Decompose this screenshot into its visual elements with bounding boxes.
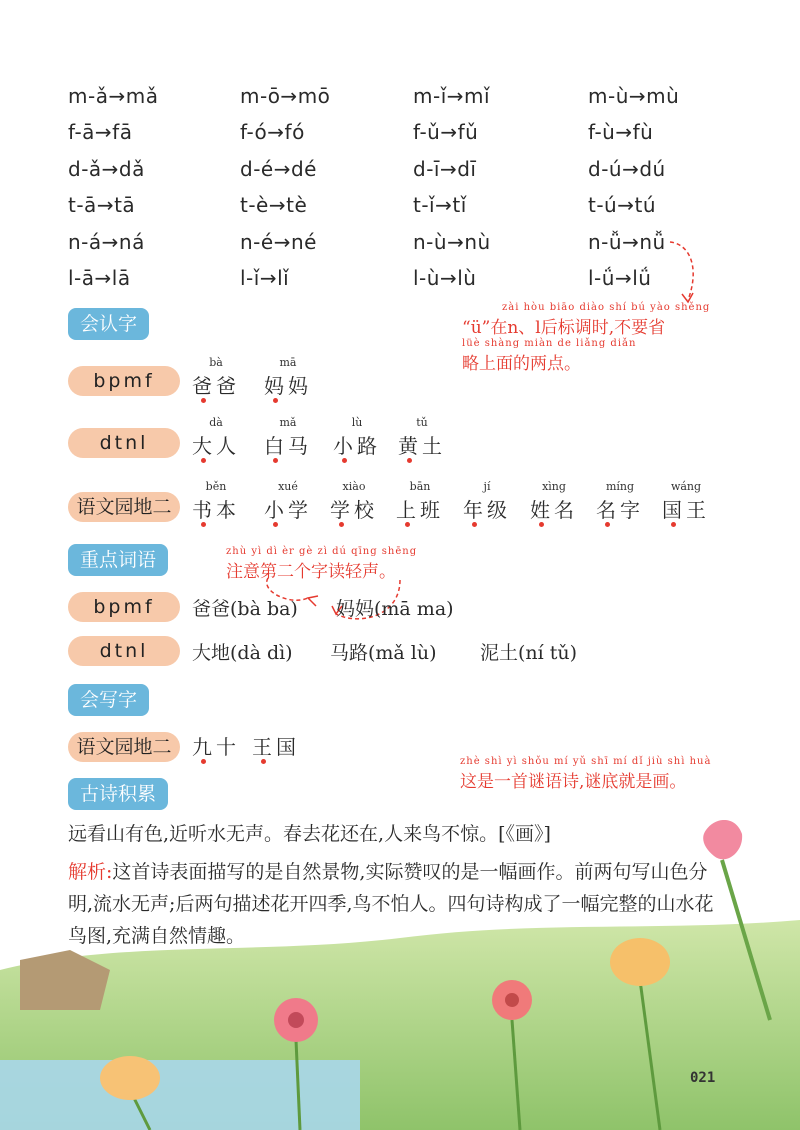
spelling-cell: m-ù→mù xyxy=(588,84,680,108)
section-header-poem: 古诗积累 xyxy=(68,778,168,810)
word-hanzi: 上班 xyxy=(396,498,444,522)
pill-garden-write: 语文园地二 xyxy=(68,732,180,762)
recognize-word xyxy=(333,416,381,459)
emphasis-dot xyxy=(273,522,278,527)
note-umlaut-pinyin-1: zài hòu biāo diào shí bú yào shěng xyxy=(502,302,711,313)
word-pinyin: dà xyxy=(209,416,223,429)
recognize-word xyxy=(530,480,578,523)
note-riddle-pinyin: zhè shì yì shǒu mí yǔ shī mí dǐ jiù shì huà xyxy=(460,756,712,767)
note-neutral-text: 注意第二个字读轻声。 xyxy=(226,562,396,582)
page-number: 021 xyxy=(690,1070,716,1086)
word-pinyin: bà xyxy=(209,356,223,369)
write-word-2 xyxy=(252,731,300,760)
emphasis-dot xyxy=(472,522,477,527)
note-riddle-text: 这是一首谜语诗,谜底就是画。 xyxy=(460,772,687,792)
recognize-word xyxy=(192,480,240,523)
pill-dtnl: dtnl xyxy=(68,428,180,458)
vocab-dtnl-3: 泥土(ní tǔ) xyxy=(480,642,578,664)
spelling-cell: n-á→ná xyxy=(68,230,145,254)
vocab-dtnl-1: 大地(dà dì) xyxy=(192,642,293,664)
emphasis-dot xyxy=(273,458,278,463)
spelling-cell: t-è→tè xyxy=(240,193,308,217)
recognize-word xyxy=(330,480,378,523)
spelling-cell: t-ǐ→tǐ xyxy=(413,193,467,217)
word-pinyin: běn xyxy=(205,480,227,493)
note-umlaut-line-1: “ü”在n、l后标调时,不要省 xyxy=(462,318,666,338)
recognize-word xyxy=(662,480,710,523)
emphasis-dot xyxy=(201,522,206,527)
spelling-cell: m-ǎ→mǎ xyxy=(68,84,159,108)
word-hanzi: 白马 xyxy=(264,434,312,458)
word-hanzi: 名字 xyxy=(596,498,644,522)
arrow-icon xyxy=(660,238,710,308)
word-pinyin: tǔ xyxy=(416,416,428,429)
spelling-cell: d-ī→dī xyxy=(413,157,477,181)
vocab-bpmf-1: 爸爸(bà ba) xyxy=(192,598,298,620)
recognize-word xyxy=(192,416,240,459)
spelling-cell: d-é→dé xyxy=(240,157,317,181)
spelling-cell: l-ǘ→lǘ xyxy=(588,266,652,290)
vocab-bpmf-2: 妈妈(mā ma) xyxy=(336,598,454,620)
poem-line: 远看山有色,近听水无声。春去花还在,人来鸟不惊。[《画》] xyxy=(68,823,551,845)
word-pinyin: xué xyxy=(278,480,298,493)
word-pinyin: bān xyxy=(409,480,431,493)
spelling-cell: n-é→né xyxy=(240,230,317,254)
word-pinyin: lù xyxy=(351,416,363,429)
spelling-cell: l-ù→lù xyxy=(413,266,477,290)
word-hanzi: 小学 xyxy=(264,498,312,522)
spelling-cell: l-ǐ→lǐ xyxy=(240,266,290,290)
pill-garden: 语文园地二 xyxy=(68,492,180,522)
spelling-cell: l-ā→lā xyxy=(68,266,131,290)
spelling-cell: m-ǐ→mǐ xyxy=(413,84,491,108)
spelling-cell: m-ō→mō xyxy=(240,84,331,108)
word-hanzi: 国王 xyxy=(662,498,710,522)
spelling-cell: f-ā→fā xyxy=(68,120,133,144)
word-pinyin: mǎ xyxy=(279,416,297,429)
emphasis-dot xyxy=(407,458,412,463)
landscape-illustration xyxy=(0,820,800,1130)
recognize-word xyxy=(192,356,240,399)
spelling-cell: n-ù→nù xyxy=(413,230,491,254)
recognize-word xyxy=(398,416,446,459)
spelling-cell: t-ā→tā xyxy=(68,193,136,217)
emphasis-dot xyxy=(342,458,347,463)
emphasis-dot xyxy=(201,398,206,403)
word-hanzi: 姓名 xyxy=(530,498,578,522)
recognize-word xyxy=(264,356,312,399)
emphasis-dot xyxy=(671,522,676,527)
vocab-dtnl-2: 马路(mǎ lù) xyxy=(330,642,437,664)
word-hanzi: 小路 xyxy=(333,434,381,458)
spelling-cell: n-ǚ→nǚ xyxy=(588,230,666,254)
emphasis-dot xyxy=(201,458,206,463)
spelling-cell: f-ù→fù xyxy=(588,120,654,144)
word-pinyin: wáng xyxy=(670,480,702,493)
word-pinyin: míng xyxy=(605,480,635,493)
recognize-word xyxy=(463,480,511,523)
word-hanzi: 书本 xyxy=(192,498,240,522)
analysis-text: 这首诗表面描写的是自然景物,实际赞叹的是一幅画作。前两句写山色分明,流水无声;后两句描述花开四季,鸟不怕人。四句诗构成了一幅完整的山水花鸟图,充满自然情趣。 xyxy=(68,861,714,947)
pill-bpmf-vocab: bpmf xyxy=(68,592,180,622)
spelling-cell: t-ú→tú xyxy=(588,193,657,217)
spelling-cell: f-ǔ→fǔ xyxy=(413,120,479,144)
emphasis-dot xyxy=(539,522,544,527)
pill-dtnl-vocab: dtnl xyxy=(68,636,180,666)
emphasis-dot xyxy=(339,522,344,527)
recognize-word xyxy=(264,480,312,523)
word-pinyin: jí xyxy=(483,480,491,493)
word-hanzi: 大人 xyxy=(192,434,240,458)
spelling-cell: f-ó→fó xyxy=(240,120,305,144)
recognize-word xyxy=(596,480,644,523)
spelling-cell: d-ǎ→dǎ xyxy=(68,157,145,181)
word-pinyin: xiào xyxy=(342,480,366,493)
word-hanzi: 黄土 xyxy=(398,434,446,458)
word-pinyin: xìng xyxy=(542,480,566,493)
section-header-vocab: 重点词语 xyxy=(68,544,168,576)
section-header-recognize: 会认字 xyxy=(68,308,149,340)
note-umlaut-line-2: 略上面的两点。 xyxy=(462,354,581,374)
analysis-label: 解析: xyxy=(68,861,113,883)
word-hanzi: 年级 xyxy=(463,498,511,522)
word-hanzi: 爸爸 xyxy=(192,374,240,398)
write-word-2-text: 王国 xyxy=(252,735,300,759)
write-word-1-text: 九十 xyxy=(192,735,240,759)
word-hanzi: 妈妈 xyxy=(264,374,312,398)
recognize-word xyxy=(396,480,444,523)
emphasis-dot xyxy=(405,522,410,527)
emphasis-dot xyxy=(605,522,610,527)
note-riddle xyxy=(460,756,711,792)
spelling-cell: d-ú→dú xyxy=(588,157,666,181)
note-umlaut-pinyin-2: lüè shàng miàn de liǎng diǎn xyxy=(462,338,637,349)
note-neutral-pinyin: zhù yì dì èr gè zì dú qīng shēng xyxy=(226,546,418,557)
recognize-word xyxy=(264,416,312,459)
word-pinyin: mā xyxy=(279,356,297,369)
write-word-1 xyxy=(192,731,240,760)
pill-bpmf: bpmf xyxy=(68,366,180,396)
word-hanzi: 学校 xyxy=(330,498,378,522)
section-header-write: 会写字 xyxy=(68,684,149,716)
note-umlaut xyxy=(462,302,710,374)
emphasis-dot xyxy=(273,398,278,403)
